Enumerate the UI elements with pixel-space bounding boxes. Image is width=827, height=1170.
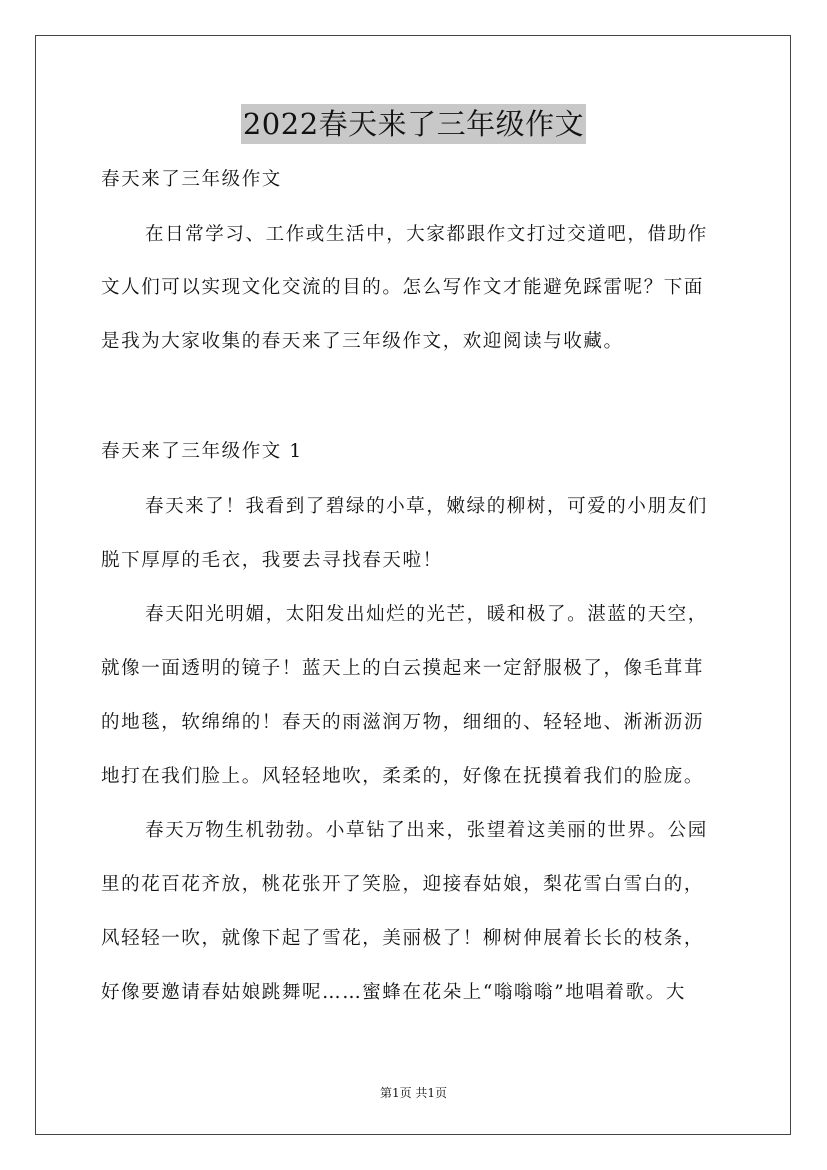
text-line: 里的花百花齐放，桃花张开了笑脸，迎接春姑娘，梨花雪白雪白的，: [101, 874, 705, 895]
text-line: 风轻轻一吹，就像下起了雪花，美丽极了！柳树伸展着长长的枝条，: [101, 928, 705, 949]
text-line: 文人们可以实现文化交流的目的。怎么写作文才能避免踩雷呢？下面: [101, 277, 705, 298]
text-line: 是我为大家收集的春天来了三年级作文，欢迎阅读与收藏。: [101, 331, 624, 352]
text-line: 在日常学习、工作或生活中，大家都跟作文打过交道吧，借助作: [145, 224, 708, 245]
text-line: 好像要邀请春姑娘跳舞呢……蜜蜂在花朵上“嗡嗡嗡”地唱着歌。大: [101, 982, 686, 1003]
text-line: 春天来了！我看到了碧绿的小草，嫩绿的柳树，可爱的小朋友们: [145, 496, 708, 517]
page-border: [35, 35, 791, 1135]
text-line: 春天阳光明媚，太阳发出灿烂的光芒，暖和极了。湛蓝的天空，: [145, 604, 708, 625]
page-footer: 第1页 共1页: [379, 1086, 448, 1100]
text-line: 的地毯，软绵绵的！春天的雨滋润万物，细细的、轻轻地、淅淅沥沥: [101, 712, 705, 733]
text-line: 地打在我们脸上。风轻轻地吹，柔柔的，好像在抚摸着我们的脸庞。: [101, 766, 705, 787]
title-wrap: [0, 104, 827, 144]
document-title: 2022春天来了三年级作文: [241, 104, 586, 144]
text-line: 春天万物生机勃勃。小草钻了出来，张望着这美丽的世界。公园: [145, 820, 708, 841]
text-line: 脱下厚厚的毛衣，我要去寻找春天啦！: [101, 550, 443, 571]
text-line: 春天来了三年级作文 1: [101, 441, 303, 462]
text-line: 就像一面透明的镜子！蓝天上的白云摸起来一定舒服极了，像毛茸茸: [101, 658, 705, 679]
text-line: 春天来了三年级作文: [101, 169, 282, 190]
